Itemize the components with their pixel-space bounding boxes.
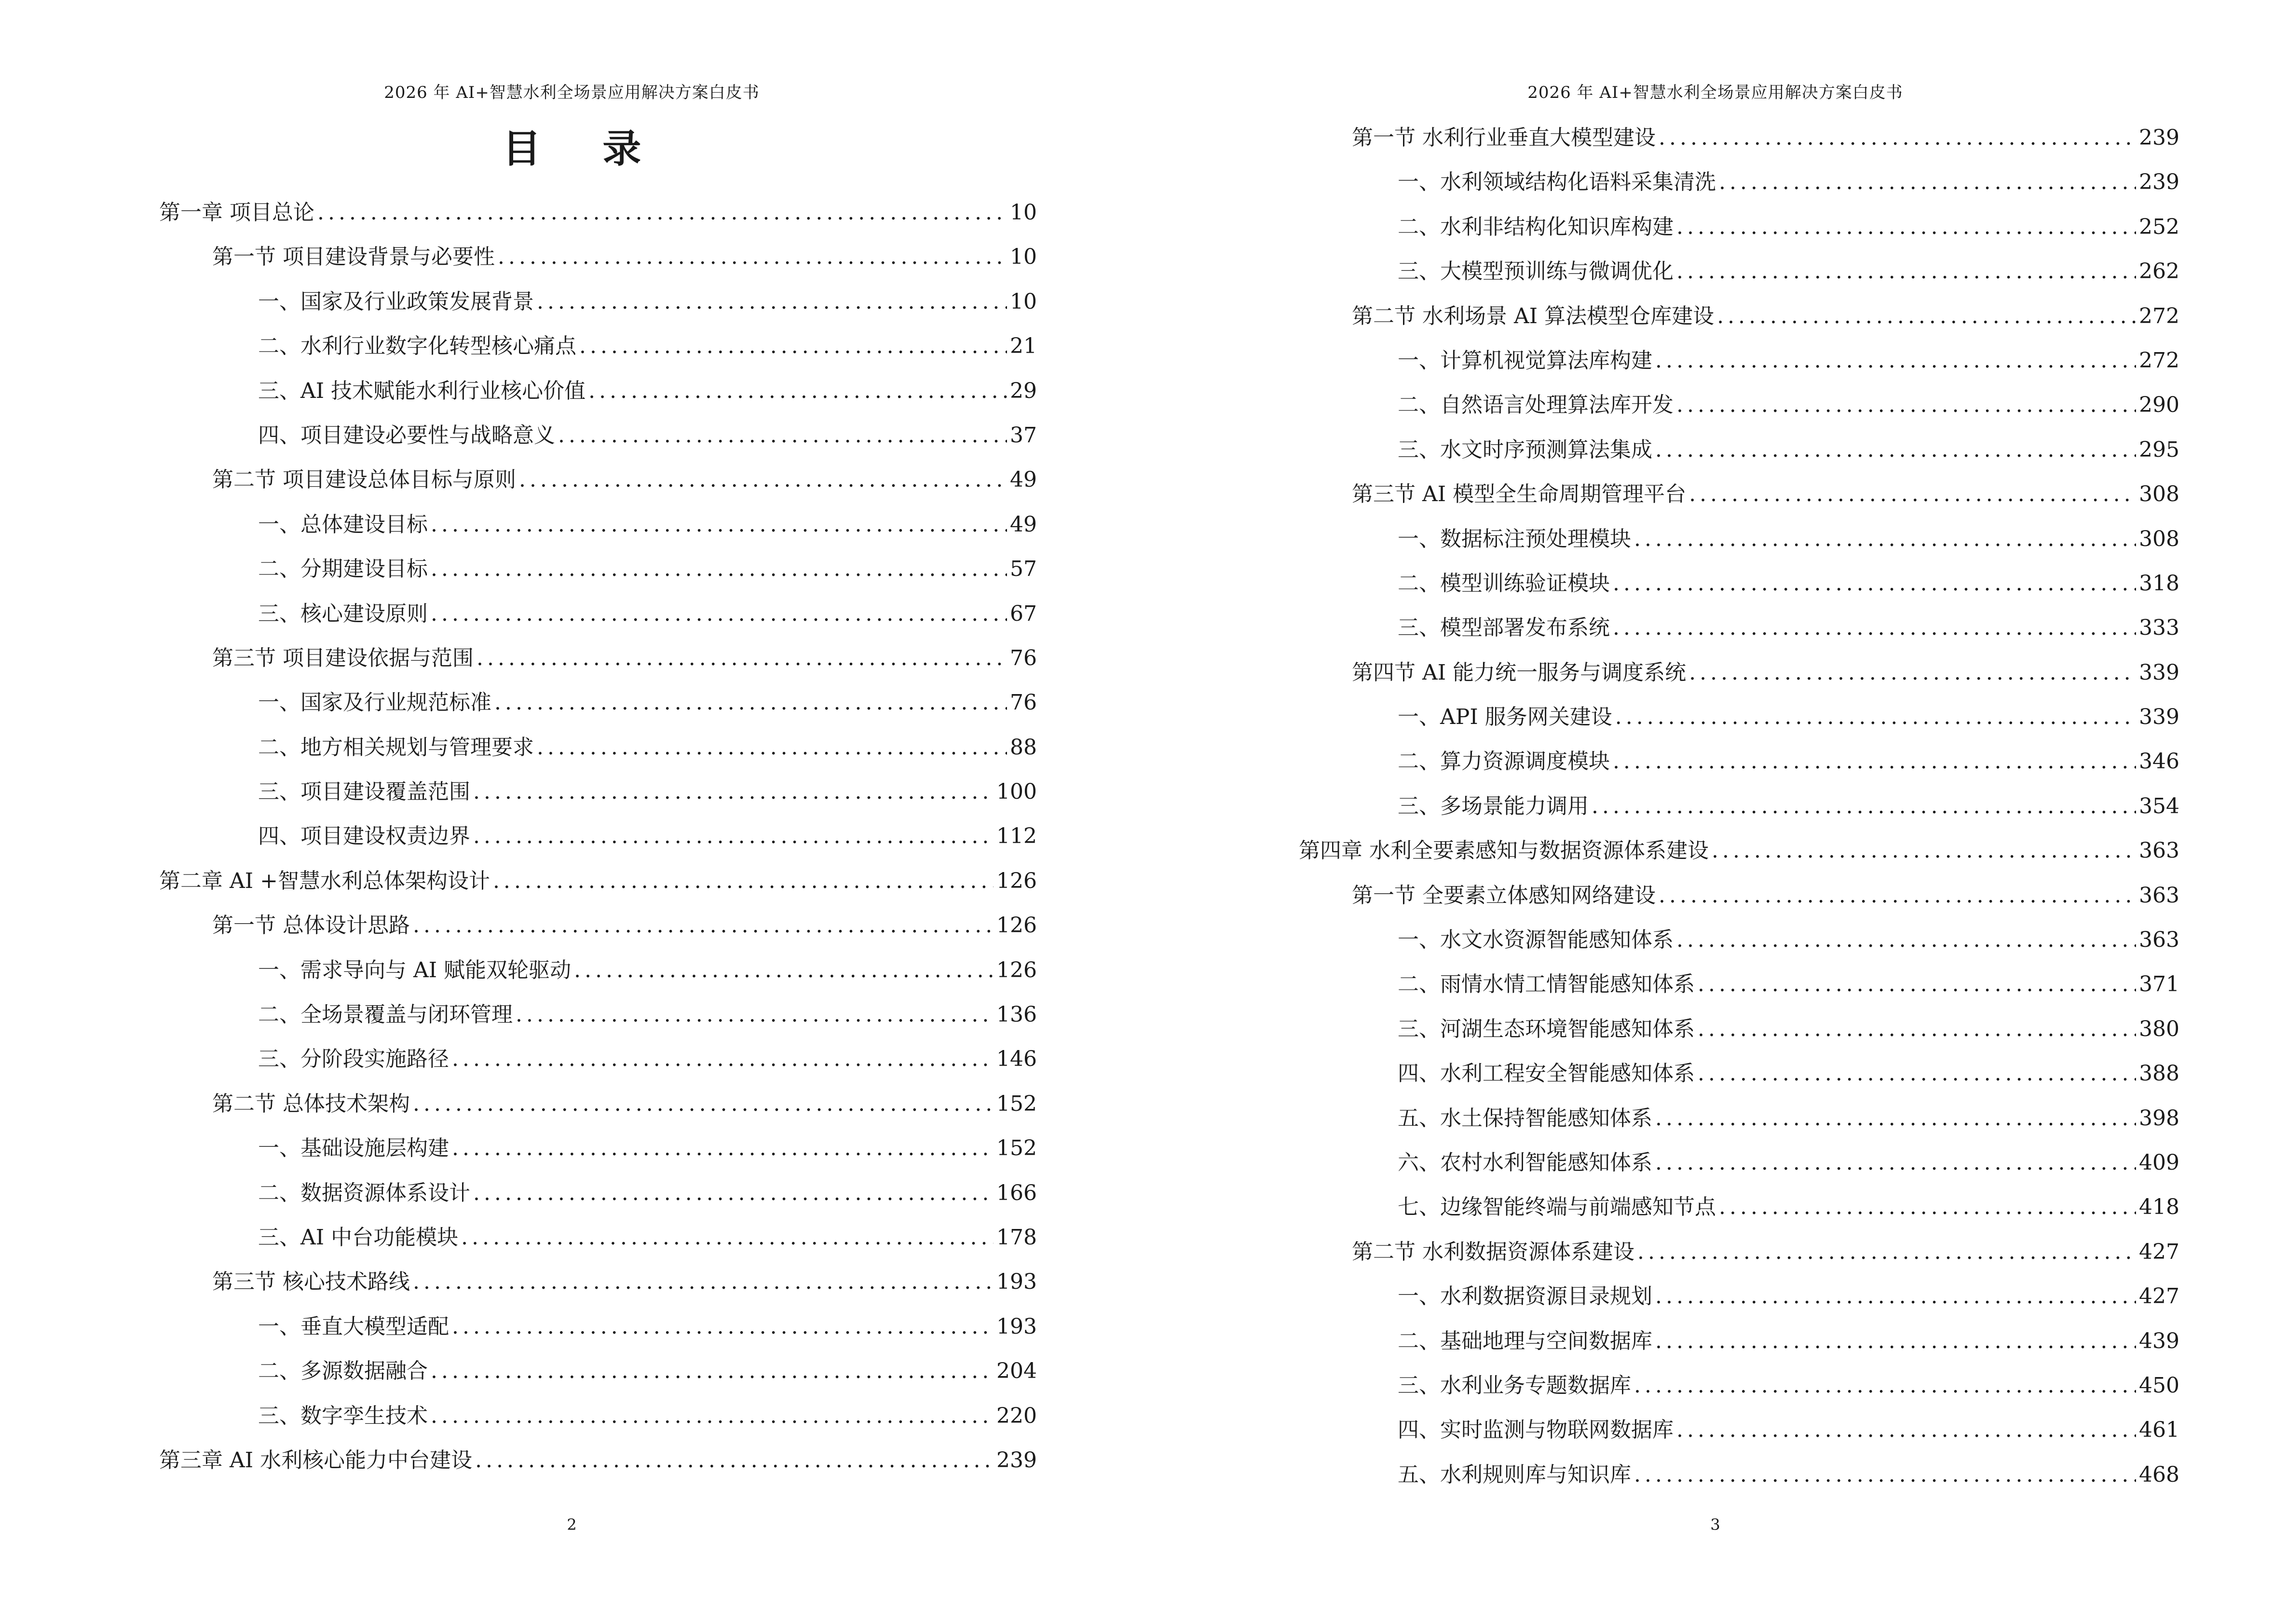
toc-subsection-entry[interactable] [1299, 1007, 2179, 1051]
toc-leader-dots [1689, 472, 2136, 517]
toc-entry-title: 二、地方相关规划与管理要求 [258, 735, 534, 760]
toc-subsection-entry[interactable] [1299, 1364, 2179, 1408]
toc-leader-dots [1659, 116, 2136, 160]
toc-entry-page: 204 [996, 1359, 1037, 1384]
toc-entry-page: 318 [2139, 571, 2179, 596]
toc-subsection-entry[interactable] [1299, 1051, 2179, 1096]
toc-leader-dots [317, 191, 1007, 235]
toc-leader-dots [431, 1349, 994, 1393]
toc-leader-dots [1676, 1408, 2136, 1452]
toc-entry-page: 461 [2139, 1418, 2179, 1443]
toc-entry-title: 二、全场景覆盖与闭环管理 [258, 1002, 513, 1027]
toc-entry-page: 450 [2139, 1373, 2179, 1398]
toc-entry-title: 第三节 项目建设依据与范围 [212, 645, 474, 670]
toc-entry-page: 380 [2139, 1016, 2179, 1041]
toc-entry-title: 一、API 服务网关建设 [1398, 705, 1612, 730]
toc-entry-title: 三、多场景能力调用 [1398, 793, 1589, 819]
toc-chapter-entry[interactable] [159, 1438, 1037, 1483]
toc-entry-page: 10 [1010, 245, 1037, 270]
toc-entry-page: 67 [1010, 601, 1037, 626]
toc-leader-dots [1655, 1319, 2136, 1364]
toc-list [159, 191, 1037, 1483]
toc-leader-dots [473, 1171, 994, 1215]
toc-entry-title: 二、算力资源调度模块 [1398, 749, 1610, 774]
toc-leader-dots [452, 1305, 994, 1349]
toc-subsection-entry[interactable] [1299, 1185, 2179, 1229]
toc-entry-page: 239 [2139, 125, 2179, 150]
toc-subsection-entry[interactable] [159, 725, 1037, 770]
toc-entry-title: 一、国家及行业政策发展背景 [258, 289, 534, 314]
toc-entry-title: 第一章 项目总论 [159, 200, 314, 225]
toc-subsection-entry[interactable] [159, 1349, 1037, 1393]
toc-leader-dots [452, 1037, 994, 1081]
toc-chapter-entry[interactable] [159, 859, 1037, 903]
toc-leader-dots [519, 458, 1007, 502]
toc-entry-page: 239 [996, 1447, 1037, 1473]
toc-entry-title: 第四节 AI 能力统一服务与调度系统 [1352, 660, 1687, 685]
toc-entry-title: 二、分期建设目标 [258, 557, 428, 582]
toc-leader-dots [1613, 561, 2136, 606]
page-number: 3 [1710, 1515, 1720, 1534]
toc-entry-title: 七、边缘智能终端与前端感知节点 [1398, 1195, 1716, 1220]
toc-leader-dots [1655, 1141, 2136, 1185]
toc-entry-title: 四、水利工程安全智能感知体系 [1398, 1061, 1695, 1086]
toc-leader-dots [1634, 1453, 2136, 1497]
toc-subsection-entry[interactable] [1299, 962, 2179, 1007]
toc-subsection-entry[interactable] [159, 547, 1037, 591]
toc-leader-dots [1676, 205, 2136, 249]
toc-entry-title: 第二节 水利场景 AI 算法模型仓库建设 [1352, 303, 1715, 328]
toc-subsection-entry[interactable] [1299, 1453, 2179, 1497]
toc-leader-dots [1698, 962, 2136, 1007]
toc-leader-dots [1659, 873, 2136, 918]
toc-entry-page: 439 [2139, 1328, 2179, 1353]
toc-entry-title: 三、数字孪生技术 [258, 1403, 428, 1428]
toc-entry-title: 第一节 总体设计思路 [212, 913, 410, 938]
toc-leader-dots [1698, 1051, 2136, 1096]
toc-entry-title: 三、AI 技术赋能水利行业核心价值 [258, 378, 586, 403]
toc-entry-page: 371 [2139, 972, 2179, 997]
toc-leader-dots [1634, 517, 2136, 561]
toc-title: 目 录 [502, 126, 666, 171]
toc-entry-title: 二、水利行业数字化转型核心痛点 [258, 334, 576, 359]
toc-entry-page: 272 [2139, 348, 2179, 373]
toc-entry-page: 252 [2139, 214, 2179, 239]
toc-leader-dots [1712, 829, 2136, 873]
toc-subsection-entry[interactable] [1299, 1319, 2179, 1364]
toc-entry-title: 第二节 水利数据资源体系建设 [1352, 1239, 1634, 1264]
toc-section-entry[interactable] [159, 1260, 1037, 1304]
toc-entry-title: 一、基础设施层构建 [258, 1136, 449, 1161]
toc-section-entry[interactable] [1299, 651, 2179, 695]
toc-entry-title: 一、国家及行业规范标准 [258, 690, 491, 715]
toc-subsection-entry[interactable] [1299, 1274, 2179, 1319]
toc-leader-dots [1655, 428, 2136, 472]
toc-subsection-entry[interactable] [1299, 739, 2179, 784]
toc-entry-page: 363 [2139, 928, 2179, 953]
toc-entry-title: 三、水文时序预测算法集成 [1398, 437, 1652, 462]
toc-entry-title: 一、计算机视觉算法库构建 [1398, 348, 1652, 373]
toc-leader-dots [588, 369, 1007, 413]
toc-entry-title: 第一节 水利行业垂直大模型建设 [1352, 125, 1656, 150]
toc-leader-dots [1676, 383, 2136, 427]
toc-leader-dots [498, 235, 1007, 279]
toc-leader-dots [494, 681, 1007, 725]
toc-entry-page: 10 [1010, 289, 1037, 314]
toc-section-entry[interactable] [1299, 1230, 2179, 1274]
toc-entry-title: 一、需求导向与 AI 赋能双轮驱动 [258, 957, 572, 983]
toc-entry-title: 第三节 核心技术路线 [212, 1269, 410, 1295]
toc-subsection-entry[interactable] [159, 369, 1037, 413]
toc-entry-page: 427 [2139, 1239, 2179, 1264]
toc-leader-dots [1655, 339, 2136, 383]
toc-leader-dots [1613, 606, 2136, 650]
toc-subsection-entry[interactable] [1299, 383, 2179, 427]
toc-entry-title: 四、项目建设权责边界 [258, 824, 470, 849]
toc-chapter-entry[interactable] [1299, 829, 2179, 873]
toc-subsection-entry[interactable] [159, 280, 1037, 324]
toc-entry-page: 88 [1010, 735, 1037, 760]
toc-entry-page: 37 [1010, 423, 1037, 448]
toc-entry-page: 10 [1010, 200, 1037, 225]
toc-entry-title: 一、水利领域结构化语料采集清洗 [1398, 170, 1716, 195]
toc-entry-title: 五、水利规则库与知识库 [1398, 1462, 1631, 1487]
right-page [1144, 0, 2287, 1624]
toc-entry-page: 76 [1010, 645, 1037, 670]
toc-section-entry[interactable] [159, 636, 1037, 681]
toc-entry-title: 三、模型部署发布系统 [1398, 615, 1610, 641]
toc-entry-page: 193 [996, 1314, 1037, 1339]
toc-leader-dots [493, 859, 994, 903]
toc-entry-page: 333 [2139, 615, 2179, 641]
toc-subsection-entry[interactable] [1299, 606, 2179, 650]
toc-leader-dots [475, 1438, 994, 1483]
toc-leader-dots [1719, 160, 2136, 205]
toc-subsection-entry[interactable] [159, 1171, 1037, 1215]
toc-subsection-entry[interactable] [1299, 561, 2179, 606]
toc-subsection-entry[interactable] [159, 503, 1037, 547]
toc-subsection-entry[interactable] [1299, 918, 2179, 962]
page-header: 2026 年 AI+智慧水利全场景应用解决方案白皮书 [1527, 83, 1903, 102]
toc-leader-dots [452, 1126, 994, 1171]
toc-subsection-entry[interactable] [1299, 249, 2179, 294]
toc-entry-page: 112 [996, 824, 1037, 849]
toc-entry-title: 第一节 项目建设背景与必要性 [212, 245, 495, 270]
toc-entry-title: 一、垂直大模型适配 [258, 1314, 449, 1339]
toc-subsection-entry[interactable] [1299, 428, 2179, 472]
toc-entry-page: 272 [2139, 303, 2179, 328]
toc-entry-title: 四、项目建设必要性与战略意义 [258, 423, 555, 448]
toc-entry-title: 一、水文水资源智能感知体系 [1398, 928, 1674, 953]
toc-entry-title: 二、水利非结构化知识库构建 [1398, 214, 1674, 239]
toc-section-entry[interactable] [1299, 472, 2179, 517]
toc-entry-title: 三、河湖生态环境智能感知体系 [1398, 1016, 1695, 1041]
toc-leader-dots [1717, 294, 2136, 339]
toc-leader-dots [473, 814, 994, 859]
toc-entry-title: 三、水利业务专题数据库 [1398, 1373, 1631, 1398]
toc-leader-dots [431, 547, 1007, 591]
toc-leader-dots [579, 324, 1007, 368]
toc-subsection-entry[interactable] [1299, 160, 2179, 205]
toc-subsection-entry[interactable] [1299, 695, 2179, 739]
toc-entry-page: 308 [2139, 482, 2179, 507]
toc-entry-title: 二、自然语言处理算法库开发 [1398, 393, 1674, 418]
page-number: 2 [567, 1515, 577, 1534]
toc-section-entry[interactable] [159, 458, 1037, 502]
toc-subsection-entry[interactable] [159, 1394, 1037, 1438]
toc-entry-page: 193 [996, 1269, 1037, 1295]
toc-section-entry[interactable] [1299, 116, 2179, 160]
toc-leader-dots [413, 1260, 994, 1304]
toc-entry-page: 100 [996, 779, 1037, 805]
toc-leader-dots [516, 993, 994, 1037]
toc-leader-dots [1719, 1185, 2136, 1229]
toc-entry-page: 220 [996, 1403, 1037, 1428]
toc-entry-title: 三、大模型预训练与微调优化 [1398, 259, 1674, 284]
toc-subsection-entry[interactable] [159, 770, 1037, 814]
toc-entry-page: 49 [1010, 512, 1037, 537]
toc-leader-dots [476, 636, 1007, 681]
toc-leader-dots [473, 770, 994, 814]
toc-entry-page: 166 [996, 1180, 1037, 1205]
toc-entry-title: 三、核心建设原则 [258, 601, 428, 626]
toc-entry-title: 第一节 全要素立体感知网络建设 [1352, 883, 1656, 908]
toc-entry-title: 一、数据标注预处理模块 [1398, 526, 1631, 551]
toc-subsection-entry[interactable] [1299, 784, 2179, 829]
toc-entry-title: 二、模型训练验证模块 [1398, 571, 1610, 596]
toc-leader-dots [574, 948, 994, 993]
toc-entry-page: 468 [2139, 1462, 2179, 1487]
toc-entry-title: 六、农村水利智能感知体系 [1398, 1150, 1652, 1175]
toc-entry-page: 409 [2139, 1150, 2179, 1175]
toc-subsection-entry[interactable] [1299, 1141, 2179, 1185]
toc-leader-dots [431, 1394, 994, 1438]
toc-entry-title: 二、数据资源体系设计 [258, 1180, 470, 1205]
page-header: 2026 年 AI+智慧水利全场景应用解决方案白皮书 [384, 83, 760, 102]
toc-subsection-entry[interactable] [1299, 1096, 2179, 1141]
toc-subsection-entry[interactable] [159, 681, 1037, 725]
toc-subsection-entry[interactable] [159, 324, 1037, 368]
toc-leader-dots [1637, 1230, 2136, 1274]
toc-subsection-entry[interactable] [1299, 339, 2179, 383]
toc-entry-page: 29 [1010, 378, 1037, 403]
toc-entry-page: 308 [2139, 526, 2179, 551]
toc-entry-title: 三、AI 中台功能模块 [258, 1225, 459, 1250]
toc-entry-title: 第二章 AI +智慧水利总体架构设计 [159, 868, 490, 893]
toc-entry-page: 262 [2139, 259, 2179, 284]
toc-list [1299, 116, 2179, 1497]
toc-subsection-entry[interactable] [159, 413, 1037, 458]
toc-subsection-entry[interactable] [159, 1305, 1037, 1349]
toc-subsection-entry[interactable] [159, 1126, 1037, 1171]
toc-entry-page: 152 [996, 1136, 1037, 1161]
toc-leader-dots [1634, 1364, 2136, 1408]
toc-entry-page: 354 [2139, 793, 2179, 819]
toc-entry-title: 第三节 AI 模型全生命周期管理平台 [1352, 482, 1687, 507]
toc-subsection-entry[interactable] [1299, 1408, 2179, 1452]
toc-entry-page: 295 [2139, 437, 2179, 462]
toc-entry-title: 五、水土保持智能感知体系 [1398, 1105, 1652, 1131]
toc-entry-title: 第二节 项目建设总体目标与原则 [212, 467, 516, 492]
toc-subsection-entry[interactable] [1299, 517, 2179, 561]
toc-entry-title: 第三章 AI 水利核心能力中台建设 [159, 1447, 473, 1473]
toc-entry-title: 一、总体建设目标 [258, 512, 428, 537]
toc-leader-dots [431, 503, 1007, 547]
toc-chapter-entry[interactable] [159, 191, 1037, 235]
toc-leader-dots [537, 725, 1007, 770]
toc-leader-dots [1698, 1007, 2136, 1051]
toc-section-entry[interactable] [1299, 873, 2179, 918]
toc-leader-dots [1655, 1096, 2136, 1141]
toc-leader-dots [1655, 1274, 2136, 1319]
toc-leader-dots [431, 592, 1007, 636]
toc-entry-title: 一、水利数据资源目录规划 [1398, 1284, 1652, 1309]
toc-entry-page: 427 [2139, 1284, 2179, 1309]
toc-subsection-entry[interactable] [159, 1215, 1037, 1260]
toc-entry-page: 398 [2139, 1105, 2179, 1131]
toc-entry-page: 363 [2139, 838, 2179, 863]
toc-section-entry[interactable] [159, 903, 1037, 948]
toc-entry-page: 339 [2139, 660, 2179, 685]
toc-section-entry[interactable] [159, 235, 1037, 279]
toc-entry-page: 290 [2139, 393, 2179, 418]
toc-entry-page: 126 [996, 913, 1037, 938]
toc-entry-title: 二、雨情水情工情智能感知体系 [1398, 972, 1695, 997]
toc-entry-page: 152 [996, 1091, 1037, 1116]
toc-entry-page: 136 [996, 1002, 1037, 1027]
toc-entry-page: 239 [2139, 170, 2179, 195]
toc-leader-dots [537, 280, 1007, 324]
toc-entry-page: 49 [1010, 467, 1037, 492]
toc-entry-page: 178 [996, 1225, 1037, 1250]
toc-entry-title: 第二节 总体技术架构 [212, 1091, 410, 1116]
toc-leader-dots [461, 1215, 994, 1260]
toc-entry-page: 346 [2139, 749, 2179, 774]
toc-section-entry[interactable] [1299, 294, 2179, 339]
toc-entry-title: 四、实时监测与物联网数据库 [1398, 1418, 1674, 1443]
toc-entry-title: 三、项目建设覆盖范围 [258, 779, 470, 805]
toc-entry-title: 二、多源数据融合 [258, 1359, 428, 1384]
toc-entry-title: 第四章 水利全要素感知与数据资源体系建设 [1299, 838, 1709, 863]
toc-leader-dots [1689, 651, 2136, 695]
toc-entry-page: 57 [1010, 557, 1037, 582]
toc-entry-page: 21 [1010, 334, 1037, 359]
toc-entry-title: 二、基础地理与空间数据库 [1398, 1328, 1652, 1353]
toc-leader-dots [413, 1082, 994, 1126]
toc-leader-dots [1615, 695, 2136, 739]
toc-subsection-entry[interactable] [159, 592, 1037, 636]
toc-entry-page: 363 [2139, 883, 2179, 908]
toc-entry-title: 三、分阶段实施路径 [258, 1047, 449, 1072]
toc-subsection-entry[interactable] [159, 948, 1037, 993]
toc-entry-page: 126 [996, 957, 1037, 983]
toc-subsection-entry[interactable] [1299, 205, 2179, 249]
toc-leader-dots [1676, 249, 2136, 294]
toc-subsection-entry[interactable] [159, 814, 1037, 859]
toc-leader-dots [413, 903, 994, 948]
toc-section-entry[interactable] [159, 1082, 1037, 1126]
toc-entry-page: 76 [1010, 690, 1037, 715]
toc-subsection-entry[interactable] [159, 1037, 1037, 1081]
toc-entry-page: 126 [996, 868, 1037, 893]
toc-entry-page: 418 [2139, 1195, 2179, 1220]
toc-entry-page: 339 [2139, 705, 2179, 730]
toc-entry-page: 388 [2139, 1061, 2179, 1086]
toc-entry-page: 146 [996, 1047, 1037, 1072]
toc-leader-dots [558, 413, 1007, 458]
toc-leader-dots [1676, 918, 2136, 962]
toc-leader-dots [1592, 784, 2136, 829]
toc-leader-dots [1613, 739, 2136, 784]
toc-subsection-entry[interactable] [159, 993, 1037, 1037]
